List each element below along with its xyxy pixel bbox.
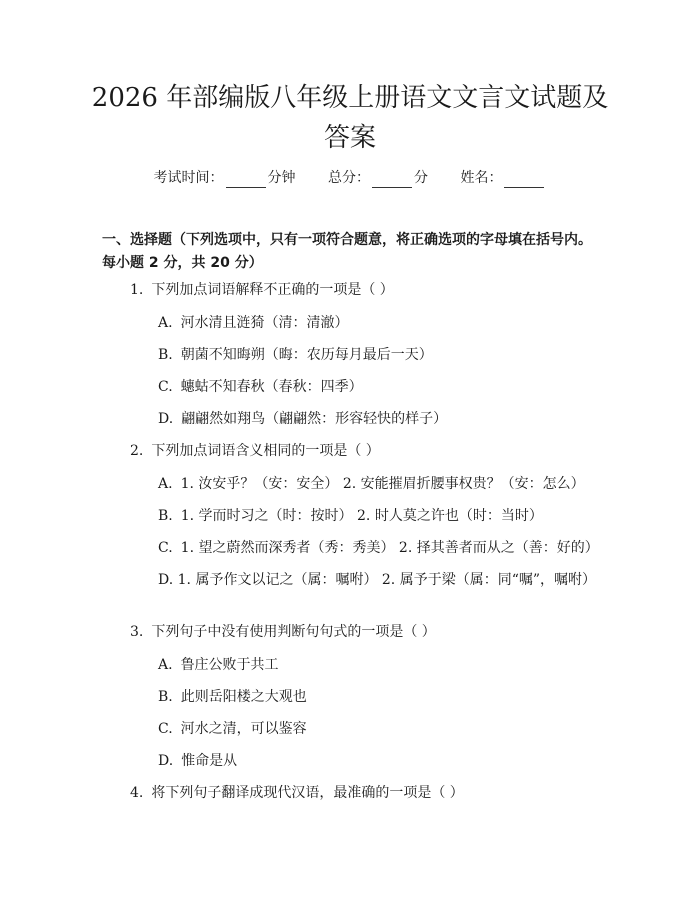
option-letter: B.	[158, 347, 173, 363]
option-1-a	[158, 313, 349, 333]
question-number: 4.	[130, 785, 144, 801]
question-text: 下列加点词语含义相同的一项是（ ）	[151, 443, 380, 459]
question-number: 1.	[130, 282, 144, 298]
option-text: 1. 汝安乎？（安：安全） 2. 安能摧眉折腰事权贵？（安：怎么）	[180, 476, 585, 492]
option-1-b	[158, 345, 433, 365]
student-name-blank	[504, 173, 544, 188]
option-text: 河水清且涟猗（清：清澈）	[180, 315, 349, 331]
question-text: 将下列句子翻译成现代汉语，最准确的一项是（ ）	[151, 785, 464, 801]
exam-time-field	[154, 168, 296, 188]
option-text: 1. 属予作文以记之（属：嘱咐） 2. 属予于梁（属：同“嘱”，嘱咐）	[177, 572, 597, 588]
total-score-blank	[372, 173, 412, 188]
total-score-field	[328, 168, 428, 188]
option-text: 蟪蛄不知春秋（春秋：四季）	[180, 379, 363, 395]
question-text: 下列句子中没有使用判断句句式的一项是（ ）	[151, 624, 436, 640]
option-2-d	[102, 567, 597, 593]
option-letter: A.	[158, 657, 173, 673]
option-text: 鲁庄公败于共工	[180, 657, 279, 673]
exam-time-unit: 分钟	[267, 170, 296, 186]
question-number: 3.	[130, 624, 144, 640]
question-4	[130, 783, 464, 803]
option-2-b	[158, 506, 543, 526]
option-text: 朝菌不知晦朔（晦：农历每月最后一天）	[180, 347, 433, 363]
question-1	[130, 280, 394, 300]
option-3-a	[158, 655, 279, 675]
option-letter: B.	[158, 689, 173, 705]
option-letter: B.	[158, 508, 173, 524]
option-3-c	[158, 719, 307, 739]
option-1-d	[158, 409, 447, 429]
option-2-a	[158, 474, 585, 494]
question-3	[130, 622, 436, 642]
student-name-field	[460, 168, 546, 188]
option-text: 1. 望之蔚然而深秀者（秀：秀美） 2. 择其善者而从之（善：好的）	[180, 540, 599, 556]
student-name-label: 姓名：	[460, 170, 503, 186]
question-text: 下列加点词语解释不正确的一项是（ ）	[151, 282, 394, 298]
question-number: 2.	[130, 443, 144, 459]
option-1-c	[158, 377, 363, 397]
option-text: 此则岳阳楼之大观也	[180, 689, 307, 705]
option-letter: D.	[158, 572, 174, 588]
option-letter: C.	[158, 379, 173, 395]
section-heading: 一、选择题（下列选项中，只有一项符合题意，将正确选项的字母填在括号内。每小题 2 分，共 20 分）	[102, 232, 592, 271]
option-letter: D.	[158, 411, 174, 427]
option-letter: A.	[158, 476, 173, 492]
option-text: 1. 学而时习之（时：按时） 2. 时人莫之许也（时：当时）	[180, 508, 543, 524]
exam-time-blank	[226, 173, 266, 188]
exam-time-label: 考试时间：	[153, 170, 224, 186]
page-title: 2026 年部编版八年级上册语文文言文试题及答案	[91, 83, 609, 153]
exam-info-line	[0, 168, 700, 188]
option-3-d	[158, 751, 237, 771]
option-2-c	[158, 538, 599, 558]
option-text: 河水之清，可以鉴容	[180, 721, 307, 737]
option-letter: C.	[158, 540, 173, 556]
option-letter: C.	[158, 721, 173, 737]
total-score-unit: 分	[414, 170, 428, 186]
option-3-b	[158, 687, 307, 707]
option-letter: D.	[158, 753, 174, 769]
question-2	[130, 441, 380, 461]
option-text: 惟命是从	[181, 753, 238, 769]
option-letter: A.	[158, 315, 173, 331]
total-score-label: 总分：	[328, 170, 370, 186]
option-text: 翩翩然如翔鸟（翩翩然：形容轻快的样子）	[181, 411, 448, 427]
